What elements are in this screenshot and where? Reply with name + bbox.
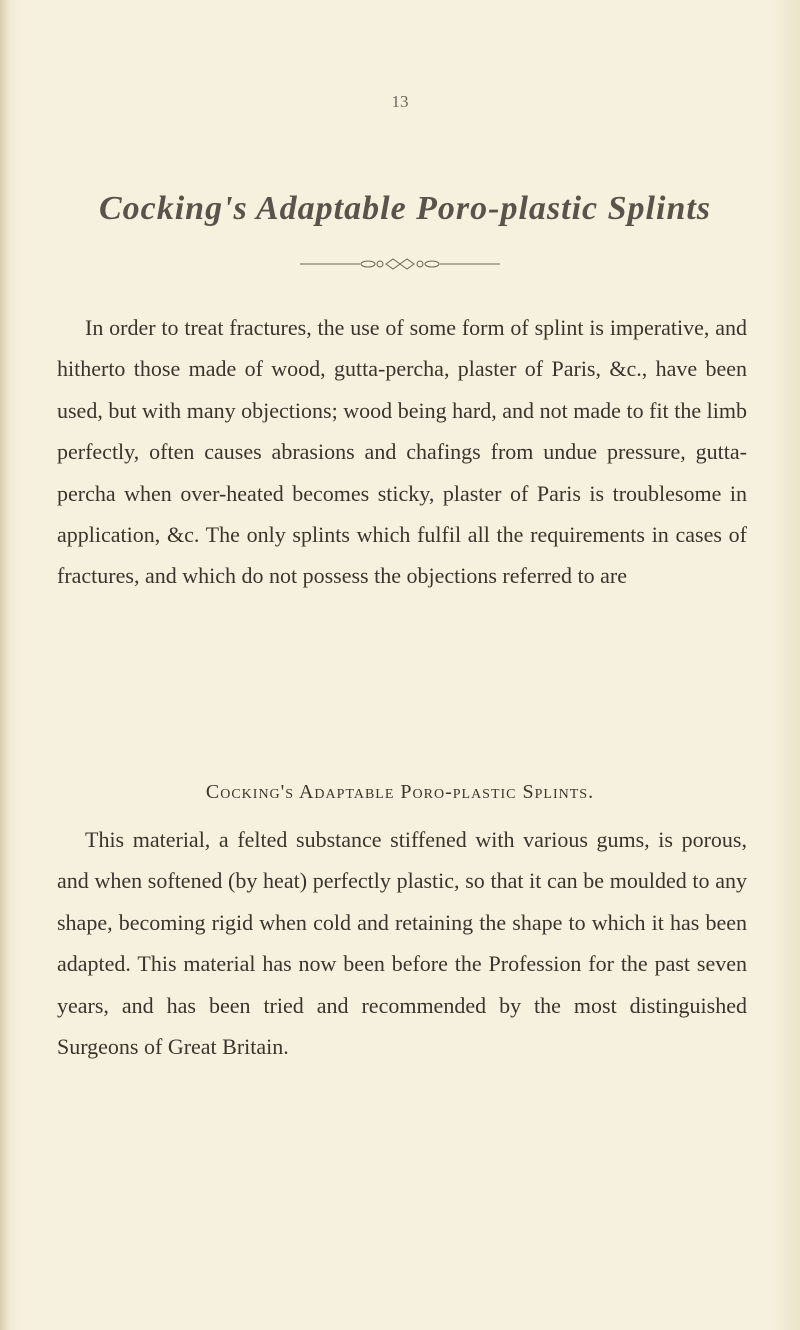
body-paragraph-1: In order to treat fractures, the use of some form of splint is imperative, and hitherto those made of wood, gutta-percha, plaster of Paris, &c., have been used, but with many objections; wood being hard, and not made to fit the limb perfectly, often causes abrasions and chafings from undue pressure, gutta-percha when over-heated becomes sticky, plaster of Paris is troublesome in application, &c. The only splints which fulfil all the requirements in cases of fractures, and which do not possess the objections referred to are: [57, 315, 747, 589]
body-paragraph-2: This material, a felted substance stiffened with various gums, is porous, and when softened (by heat) perfectly plastic, so that it can be moulded to any shape, becoming rigid when cold and retaining the shape to which it has been adapted. This material has now been before the Profession for the past seven years, and has been tried and recommended by the most distinguished Surgeons of Great Britain.: [57, 827, 747, 1060]
page-number: 13: [391, 92, 409, 111]
section-subheading: Cocking's Adaptable Poro-plastic Splints.: [205, 781, 595, 803]
ornament-divider-icon: [300, 257, 500, 271]
page-title: Cocking's Adaptable Poro-plastic Splints: [98, 190, 712, 227]
page-edge-shadow: [0, 0, 10, 1330]
